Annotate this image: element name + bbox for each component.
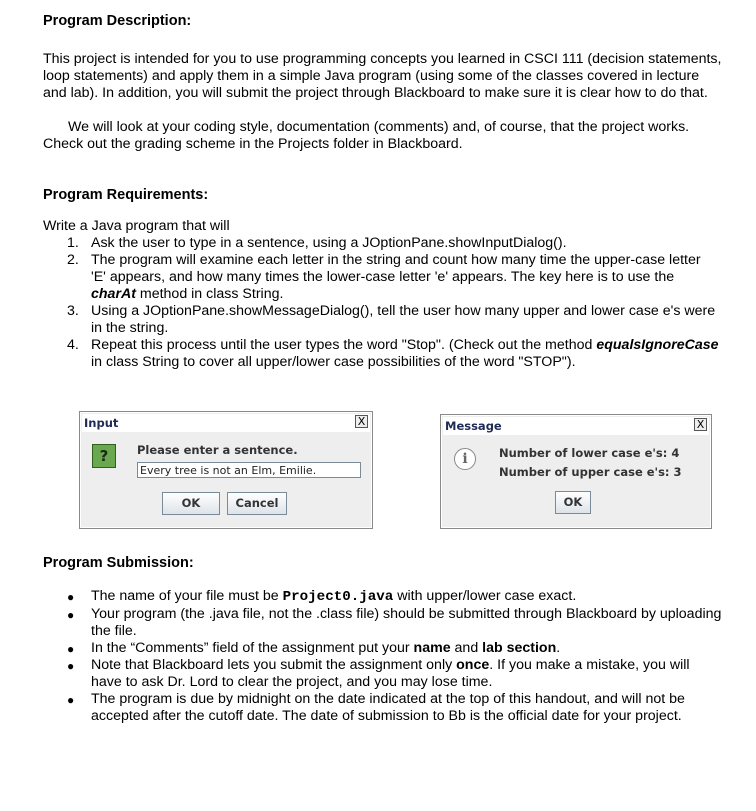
description-heading: Program Description: [43,13,192,29]
list-item-text: The name of your file must be [91,588,283,604]
lower-case-count: Number of lower case e's: 4 [499,446,680,460]
list-item-text: . If you make a mistake, you will have to ask Dr. Lord to clear the project, and you may lose time. [91,657,690,690]
sentence-input[interactable]: Every tree is not an Elm, Emilie. [137,462,361,478]
list-item-text: . [556,640,561,656]
ok-button[interactable]: OK [555,491,591,514]
message-dialog-title: Message [443,417,709,435]
list-item [67,252,719,303]
list-item-text: The program will examine each letter in the string and count how many time the upper-case letter 'E' appears, and how many times the lower-case letter 'e' appears. The key here is to use the [91,252,701,285]
cancel-button[interactable]: Cancel [227,492,287,515]
list-item-text: Ask the user to type in a sentence, using a JOptionPane.showInputDialog(). [91,235,567,251]
list-item-text: Note that Blackboard lets you submit the assignment only [91,657,457,673]
input-dialog [79,411,373,529]
bullet: ● [67,590,75,604]
input-dialog-title: Input [82,414,370,432]
requirements-intro: Write a Java program that will [43,218,230,234]
list-item-text: and [450,640,483,656]
list-item [67,235,719,252]
list-item [67,303,719,337]
file-name: Project0.java [282,589,394,605]
list-item [67,588,723,606]
list-item-text: In the “Comments” field of the assignment put your [91,640,414,656]
bullet: ● [67,659,75,673]
upper-case-count: Number of upper case e's: 3 [499,465,682,479]
list-item [67,657,723,691]
bullet: ● [67,642,75,656]
method-name: equalsIgnoreCase [596,337,719,353]
list-number: 3. [67,303,79,319]
list-item-text: method in class String. [135,286,284,302]
list-item [67,640,723,657]
list-item [67,337,719,371]
list-item-text: in class String to cover all upper/lower case possibilities of the word "STOP"). [91,354,576,370]
bullet: ● [67,693,75,707]
emphasis: lab section [482,640,557,656]
list-item [67,691,723,725]
bullet: ● [67,608,75,622]
list-number: 2. [67,252,79,268]
list-item-text: with upper/lower case exact. [393,588,577,604]
info-icon: i [454,448,476,470]
close-icon[interactable]: X [694,418,707,431]
list-item-text: Using a JOptionPane.showMessageDialog(), tell the user how many upper and lower case e's were in the string. [91,303,716,336]
question-icon: ? [92,444,116,468]
list-number: 4. [67,337,79,353]
requirements-list [43,235,719,371]
list-item-text: The program is due by midnight on the date indicated at the top of this handout, and will not be accepted after the cutoff date. The date of submission to Bb is the official date for your project. [91,691,685,724]
description-paragraph-2: We will look at your coding style, documentation (comments) and, of course, that the project works. Check out the grading scheme in the Projects folder in Blackboard. [43,119,690,152]
description-paragraph-1: This project is intended for you to use programming concepts you learned in CSCI 111 (decision statements, loop statements) and apply them in a simple Java program (using some of the classes covered in lecture and lab). In addition, you will submit the project through Blackboard to make sure it is clear how to do that. [43,51,722,101]
list-item-text: Repeat this process until the user types the word "Stop". (Check out the method [91,337,597,353]
emphasis: name [413,640,451,656]
submission-list [43,588,723,725]
ok-button[interactable]: OK [162,492,220,515]
list-item-text: Your program (the .java file, not the .class file) should be submitted through Blackboard by uploading the file. [91,606,722,639]
input-prompt: Please enter a sentence. [137,443,298,457]
requirements-heading: Program Requirements: [43,187,209,203]
submission-heading: Program Submission: [43,555,194,571]
method-name: charAt [91,286,136,302]
close-icon[interactable]: X [355,415,368,428]
list-number: 1. [67,235,79,251]
emphasis: once [456,657,490,673]
list-item [67,606,723,640]
message-dialog [440,414,712,529]
